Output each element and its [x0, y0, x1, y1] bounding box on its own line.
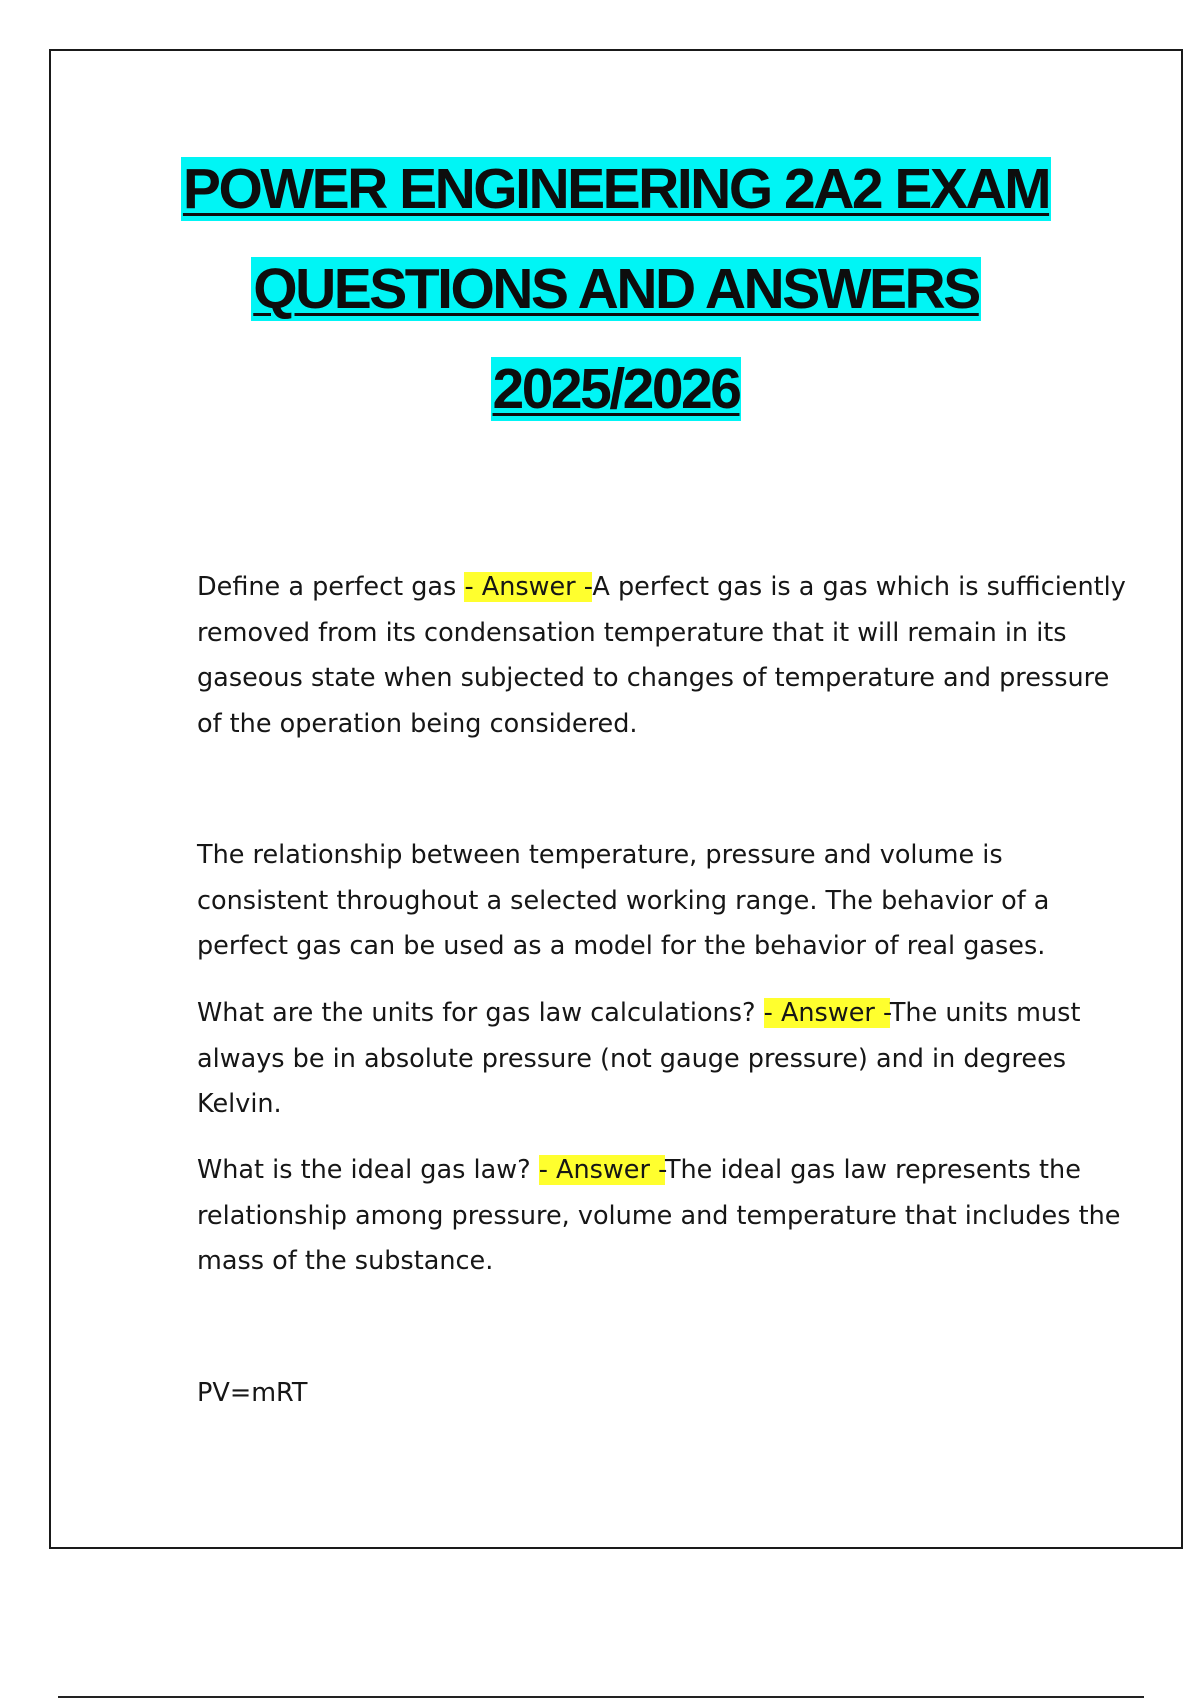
document-title	[51, 139, 1181, 439]
answer-marker: - Answer -	[464, 572, 593, 602]
answer-continuation: The relationship between temperature, pressure and volume is consistent throughout a selected working range. The behavior of a perfect gas can be used as a model for the behavior of real gases.	[197, 840, 1050, 961]
question-text: Define a perfect gas	[197, 572, 465, 602]
question-text: What is the ideal gas law?	[197, 1155, 539, 1185]
formula: PV=mRT	[197, 1378, 308, 1408]
title-line-3	[51, 339, 1181, 439]
question-text: What are the units for gas law calculations?	[197, 998, 764, 1028]
answer-marker: - Answer -	[538, 1155, 665, 1185]
qa-item-1	[197, 565, 1137, 747]
answer-marker: - Answer -	[763, 998, 890, 1028]
title-line-1	[51, 139, 1181, 239]
answer-text: The units must always be in absolute pressure (not gauge pressure) and in degrees Kelvin.	[197, 998, 1081, 1119]
qa-item-2	[197, 991, 1137, 1128]
answer-text: The ideal gas law represents the relationship among pressure, volume and temperature that includes the mass of the substance.	[197, 1155, 1121, 1276]
qa-item-3	[197, 1148, 1157, 1285]
title-text-1: POWER ENGINEERING 2A2 EXAM	[182, 157, 1050, 221]
answer-text: A perfect gas is a gas which is sufficiently removed from its condensation temperature that it will remain in its gaseous state when subjected to changes of temperature and pressure of the operation being considered.	[197, 572, 1126, 739]
title-text-3: 2025/2026	[492, 357, 740, 421]
title-line-2	[51, 239, 1181, 339]
bottom-divider	[58, 1696, 1144, 1698]
title-text-2: QUESTIONS AND ANSWERS	[253, 257, 979, 321]
page-frame	[49, 49, 1183, 1549]
